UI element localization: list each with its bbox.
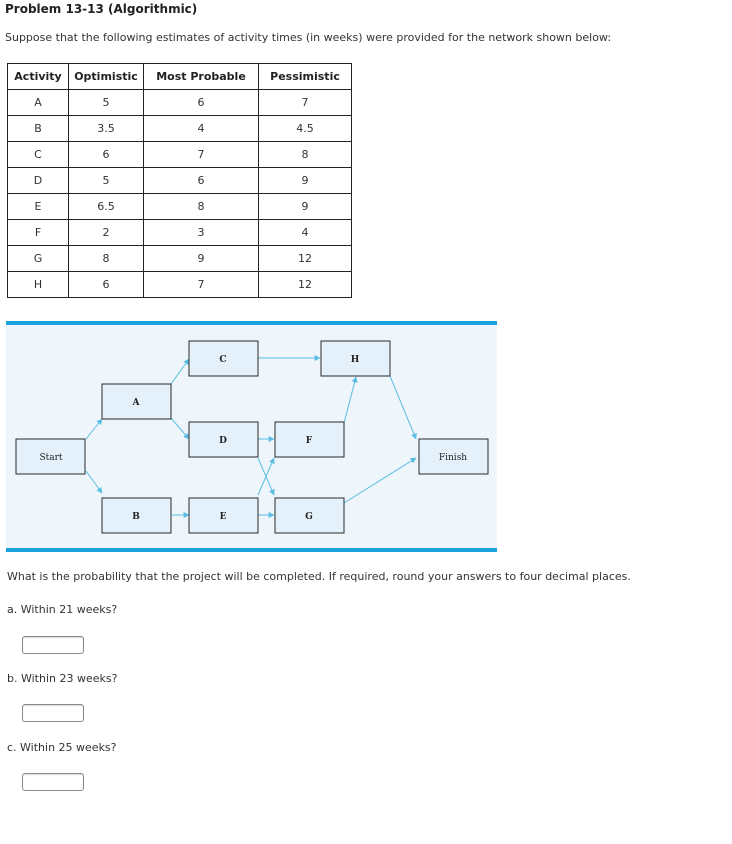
header-most-probable: Most Probable xyxy=(144,64,259,90)
pessimistic-cell: 12 xyxy=(259,272,352,298)
node-finish-label: Finish xyxy=(438,453,468,463)
optimistic-cell: 2 xyxy=(69,220,144,246)
node-h-label: H xyxy=(350,355,360,365)
activity-cell: D xyxy=(8,168,69,194)
optimistic-cell: 6 xyxy=(69,272,144,298)
table-row xyxy=(8,90,352,116)
most-probable-cell: 8 xyxy=(144,194,259,220)
optimistic-cell: 6.5 xyxy=(69,194,144,220)
table-row xyxy=(8,194,352,220)
activity-cell: G xyxy=(8,246,69,272)
node-g-label: G xyxy=(305,512,313,522)
most-probable-cell: 7 xyxy=(144,272,259,298)
table-row xyxy=(8,220,352,246)
node-b-label: B xyxy=(132,512,140,522)
pessimistic-cell: 4 xyxy=(259,220,352,246)
node-e-label: E xyxy=(219,512,227,522)
optimistic-cell: 6 xyxy=(69,142,144,168)
part-b-answer-input[interactable] xyxy=(22,704,84,722)
optimistic-cell: 8 xyxy=(69,246,144,272)
pessimistic-cell: 7 xyxy=(259,90,352,116)
node-a-label: A xyxy=(132,398,140,408)
part-a-answer-input[interactable] xyxy=(22,636,84,654)
header-pessimistic: Pessimistic xyxy=(259,64,352,90)
activity-cell: B xyxy=(8,116,69,142)
part-a-label: a. Within 21 weeks? xyxy=(7,603,118,616)
table-row xyxy=(8,116,352,142)
table-row xyxy=(8,142,352,168)
activity-cell: H xyxy=(8,272,69,298)
bottom-rule xyxy=(6,548,497,552)
most-probable-cell: 9 xyxy=(144,246,259,272)
most-probable-cell: 3 xyxy=(144,220,259,246)
table-row xyxy=(8,246,352,272)
pessimistic-cell: 9 xyxy=(259,194,352,220)
most-probable-cell: 6 xyxy=(144,168,259,194)
activity-times-table xyxy=(7,63,352,298)
pessimistic-cell: 4.5 xyxy=(259,116,352,142)
most-probable-cell: 4 xyxy=(144,116,259,142)
table-row xyxy=(8,168,352,194)
pessimistic-cell: 12 xyxy=(259,246,352,272)
optimistic-cell: 5 xyxy=(69,90,144,116)
header-activity: Activity xyxy=(8,64,69,90)
activity-cell: F xyxy=(8,220,69,246)
optimistic-cell: 3.5 xyxy=(69,116,144,142)
header-optimistic: Optimistic xyxy=(69,64,144,90)
part-b-label: b. Within 23 weeks? xyxy=(7,672,118,685)
node-f-label: F xyxy=(305,436,313,446)
node-d-label: D xyxy=(219,436,227,446)
table-row xyxy=(8,272,352,298)
node-start-label: Start xyxy=(39,453,63,463)
problem-title: Problem 13-13 (Algorithmic) xyxy=(5,2,198,16)
activity-cell: E xyxy=(8,194,69,220)
optimistic-cell: 5 xyxy=(69,168,144,194)
pessimistic-cell: 8 xyxy=(259,142,352,168)
part-c-label: c. Within 25 weeks? xyxy=(7,741,117,754)
most-probable-cell: 7 xyxy=(144,142,259,168)
node-c-label: C xyxy=(219,355,227,365)
project-network-diagram xyxy=(6,321,497,553)
activity-cell: A xyxy=(8,90,69,116)
part-c-answer-input[interactable] xyxy=(22,773,84,791)
table-header-row xyxy=(8,64,352,90)
question-prompt: What is the probability that the project will be completed. If required, round your answers to four decimal places. xyxy=(7,570,631,583)
most-probable-cell: 6 xyxy=(144,90,259,116)
problem-intro: Suppose that the following estimates of activity times (in weeks) were provided for the network shown below: xyxy=(5,31,612,44)
pessimistic-cell: 9 xyxy=(259,168,352,194)
top-rule xyxy=(6,321,497,325)
activity-cell: C xyxy=(8,142,69,168)
